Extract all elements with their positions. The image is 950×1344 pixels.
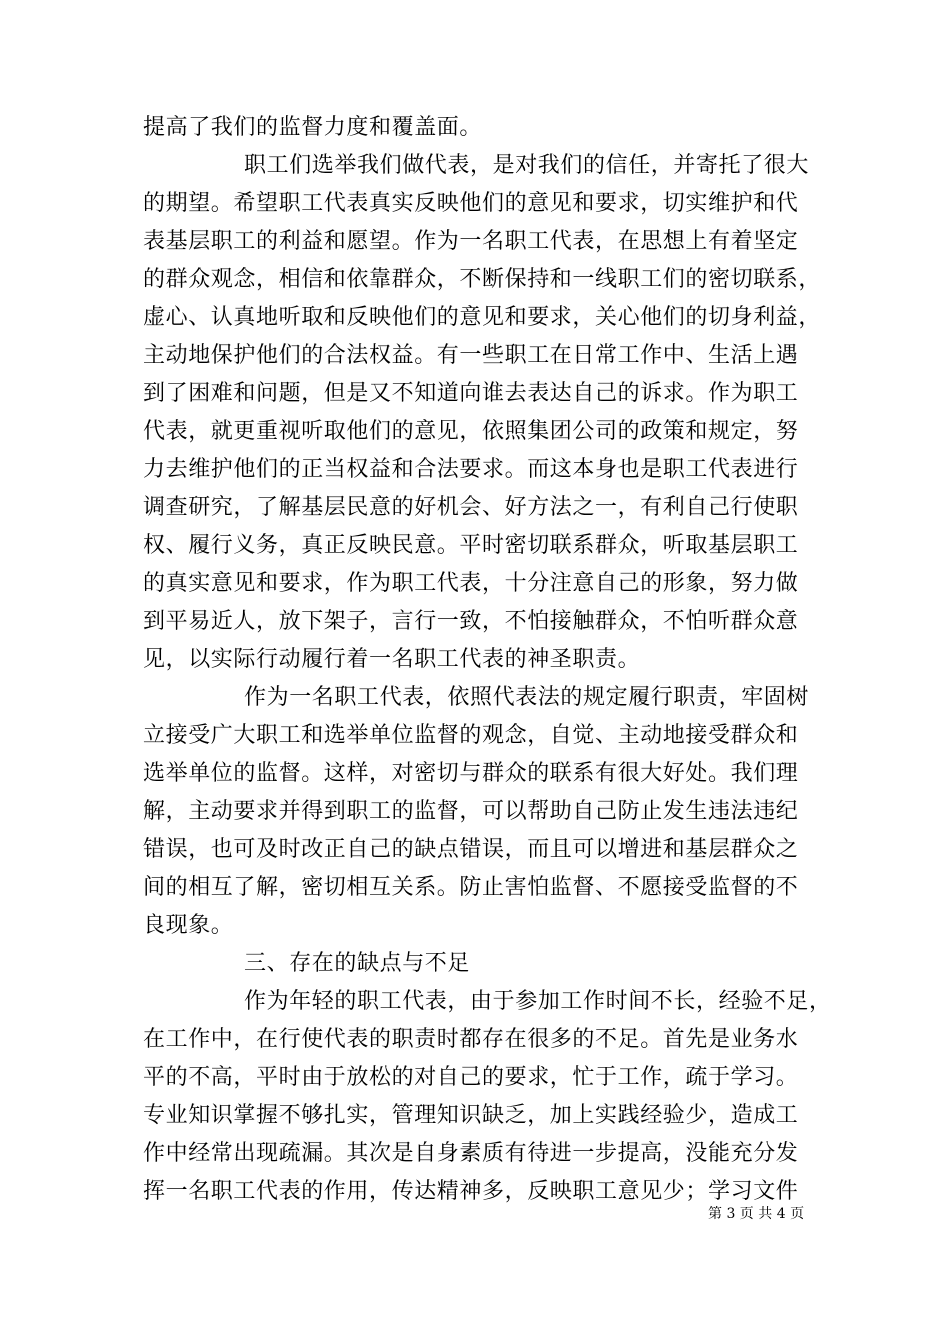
text-line: 专业知识掌握不够扎实，管理知识缺乏，加上实践经验少，造成工 bbox=[143, 1103, 799, 1128]
text-line: 解，主动要求并得到职工的监督，可以帮助自己防止发生违法违纪 bbox=[143, 799, 799, 824]
text-line: 的期望。希望职工代表真实反映他们的意见和要求，切实维护和代 bbox=[143, 191, 799, 216]
text-line: 作为一名职工代表，依照代表法的规定履行职责，牢固树 bbox=[244, 685, 810, 710]
page-footer: 第 3 页 共 4 页 bbox=[708, 1206, 805, 1222]
text-line: 作为年轻的职工代表，由于参加工作时间不长，经验不足， bbox=[244, 989, 832, 1014]
text-line: 平的不高，平时由于放松的对自己的要求，忙于工作，疏于学习。 bbox=[143, 1065, 799, 1090]
text-line: 见，以实际行动履行着一名职工代表的神圣职责。 bbox=[143, 647, 641, 672]
text-line: 力去维护他们的正当权益和合法要求。而这本身也是职工代表进行 bbox=[143, 457, 799, 482]
text-line: 表基层职工的利益和愿望。作为一名职工代表，在思想上有着坚定 bbox=[143, 229, 799, 254]
text-line: 作中经常出现疏漏。其次是自身素质有待进一步提高，没能充分发 bbox=[143, 1141, 799, 1166]
text-line: 在工作中，在行使代表的职责时都存在很多的不足。首先是业务水 bbox=[143, 1027, 799, 1052]
text-line: 三、存在的缺点与不足 bbox=[244, 951, 471, 976]
text-line: 到平易近人，放下架子，言行一致，不怕接触群众，不怕听群众意 bbox=[143, 609, 799, 634]
text-line: 选举单位的监督。这样，对密切与群众的联系有很大好处。我们理 bbox=[143, 761, 799, 786]
text-line: 间的相互了解，密切相互关系。防止害怕监督、不愿接受监督的不 bbox=[143, 875, 799, 900]
text-line: 权、履行义务，真正反映民意。平时密切联系群众，听取基层职工 bbox=[143, 533, 799, 558]
text-line: 挥一名职工代表的作用，传达精神多，反映职工意见少；学习文件 bbox=[143, 1179, 799, 1204]
text-line: 立接受广大职工和选举单位监督的观念，自觉、主动地接受群众和 bbox=[143, 723, 799, 748]
text-line: 职工们选举我们做代表，是对我们的信任，并寄托了很大 bbox=[244, 153, 810, 178]
text-line: 提高了我们的监督力度和覆盖面。 bbox=[143, 115, 483, 140]
text-line: 到了困难和问题，但是又不知道向谁去表达自己的诉求。作为职工 bbox=[143, 381, 799, 406]
text-line: 错误，也可及时改正自己的缺点错误，而且可以增进和基层群众之 bbox=[143, 837, 799, 862]
text-line: 代表，就更重视听取他们的意见，依照集团公司的政策和规定，努 bbox=[143, 419, 799, 444]
text-line: 调查研究，了解基层民意的好机会、好方法之一，有利自己行使职 bbox=[143, 495, 799, 520]
text-line: 主动地保护他们的合法权益。有一些职工在日常工作中、生活上遇 bbox=[143, 343, 799, 368]
text-line: 的群众观念，相信和依靠群众，不断保持和一线职工们的密切联系， bbox=[143, 267, 822, 292]
text-line: 的真实意见和要求，作为职工代表，十分注意自己的形象，努力做 bbox=[143, 571, 799, 596]
text-line: 良现象。 bbox=[143, 913, 234, 938]
text-line: 虚心、认真地听取和反映他们的意见和要求，关心他们的切身利益， bbox=[143, 305, 822, 330]
